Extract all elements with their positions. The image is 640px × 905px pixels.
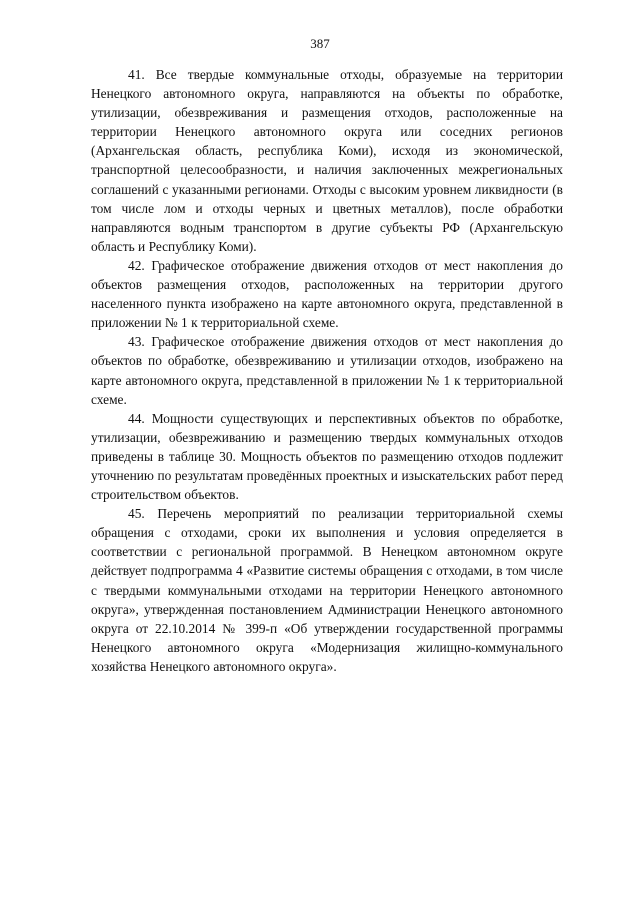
page-number: 387 xyxy=(310,36,330,51)
paragraph-45: 45. Перечень мероприятий по реализации территориальной схемы обращения с отходами, сроки их выполнения и условия определяется в соответствии с региональной программой. В Ненецком автономном округе действует подпрограмма 4 «Развитие системы обращения с отходами, в том числе с твердыми коммунальными отходами на территории Ненецкого автономного округа», утвержденная постановлением Администрации Ненецкого автономного округа от 22.10.2014 № 399-п «Об утверждении государственной программы Ненецкого автономного округа «Модернизация жилищно-коммунального хозяйства Ненецкого автономного округа». xyxy=(91,506,563,674)
paragraph-41: 41. Все твердые коммунальные отходы, образуемые на территории Ненецкого автономного округа, направляются на объекты по обработке, утилизации, обезвреживания и размещения отходов, расположенные на территории Ненецкого автономного округа или соседних регионов (Архангельская область, республика Коми), исходя из экономической, транспортной целесообразности, и наличия заключенных межрегиональных соглашений с указанными регионами. Отходы с высоким уровнем ликвидности (в том числе лом и отходы черных и цветных металлов), после обработки направляются водным транспортом в другие субъекты РФ (Архангельскую область и Республику Коми). xyxy=(91,67,563,254)
document-body xyxy=(91,65,563,676)
paragraph-43: 43. Графическое отображение движения отходов от мест накопления до объектов по обработке, обезвреживанию и утилизации отходов, изображено на карте автономного округа, представленной в приложении № 1 к территориальной схеме. xyxy=(91,334,563,407)
paragraph-42: 42. Графическое отображение движения отходов от мест накопления до объектов размещения отходов, расположенных на территории другого населенного пункта изображено на карте автономного округа, представленной в приложении № 1 к территориальной схеме. xyxy=(91,257,563,331)
paragraph-44: 44. Мощности существующих и перспективных объектов по обработке, утилизации, обезвреживанию и размещению твердых коммунальных отходов приведены в таблице 30. Мощность объектов по размещению отходов подлежит уточнению по результатам проведённых проектных и изыскательских работ перед строительством объектов. xyxy=(91,410,563,503)
